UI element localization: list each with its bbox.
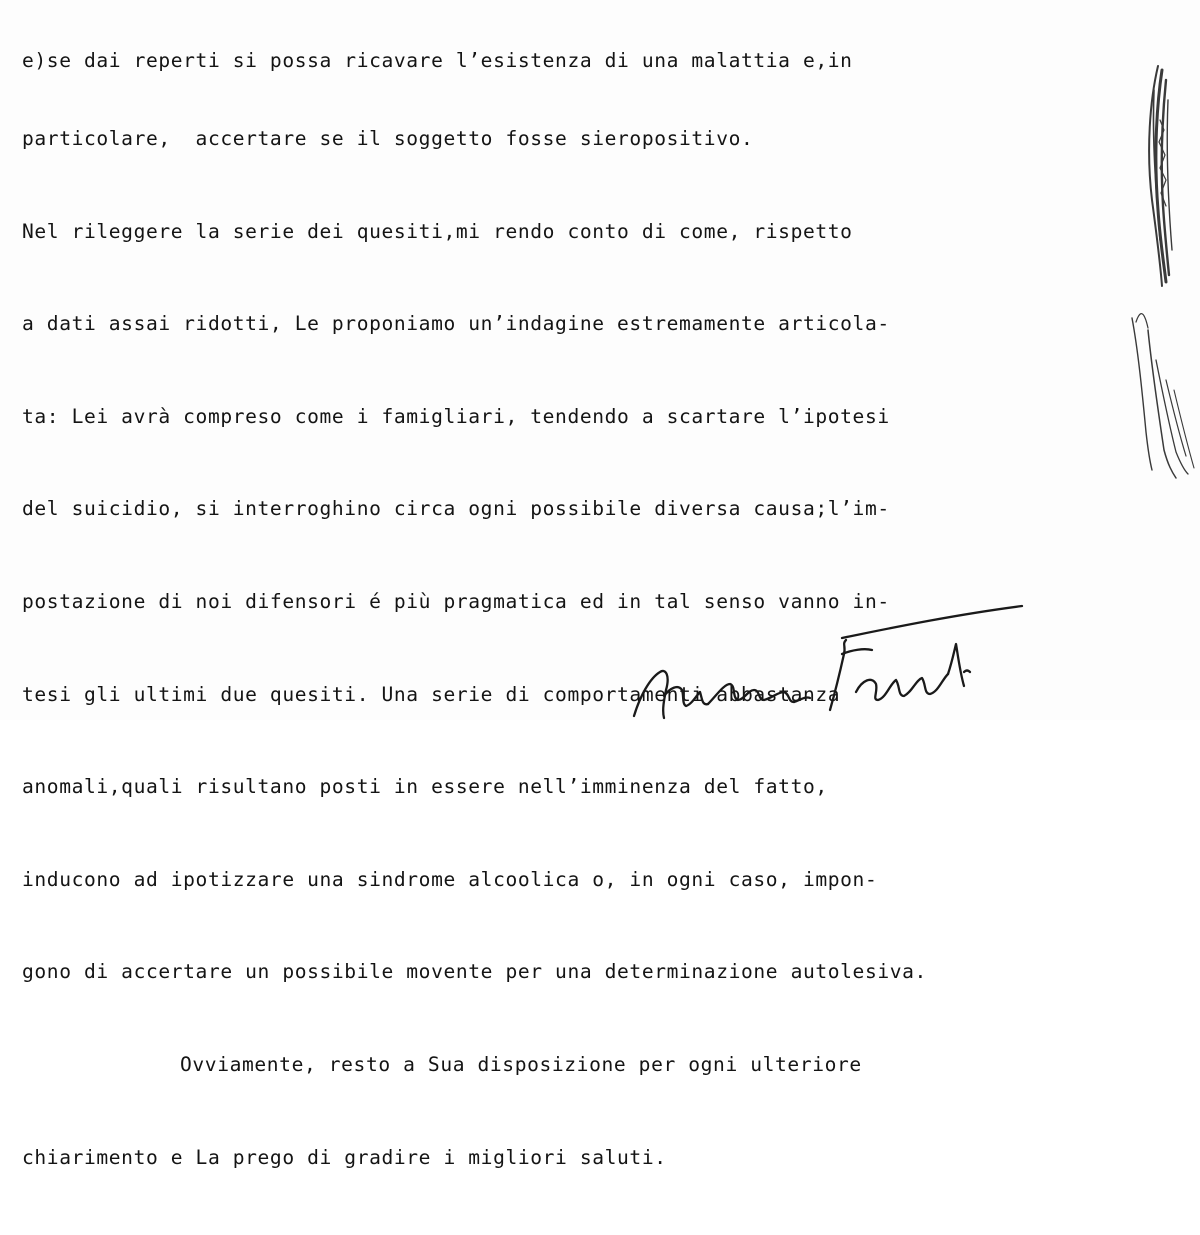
- letter-line: del suicidio, si interroghino circa ogni possibile diversa causa;l’im-: [22, 497, 890, 521]
- closing-line: Ovviamente, resto a Sua disposizione per ogni ulteriore: [180, 1052, 862, 1076]
- closing-line: chiarimento e La prego di gradire i migliori saluti.: [22, 1145, 667, 1169]
- letter-line: gono di accertare un possibile movente per una determinazione autolesiva.: [22, 960, 927, 984]
- letter-line: Nel rileggere la serie dei quesiti,mi rendo conto di come, rispetto: [22, 219, 853, 243]
- letter-line: ta: Lei avrà compreso come i famigliari, tendendo a scartare l’ipotesi: [22, 404, 890, 428]
- margin-scribble-marks: [1128, 60, 1200, 500]
- letter-line: anomali,quali risultano posti in essere nell’imminenza del fatto,: [22, 775, 828, 799]
- letter-line: inducono ad ipotizzare una sindrome alcoolica o, in ogni caso, impon-: [22, 867, 878, 891]
- letter-line: postazione di noi difensori é più pragmatica ed in tal senso vanno in-: [22, 589, 890, 613]
- letter-line: tesi gli ultimi due quesiti. Una serie di comportamenti abbastanza: [22, 682, 841, 706]
- letter-line: a dati assai ridotti, Le proponiamo un’indagine estremamente articola-: [22, 312, 890, 336]
- letter-line: particolare, accertare se il soggetto fosse sieropositivo.: [22, 127, 754, 150]
- handwritten-signature: [620, 600, 1040, 720]
- letter-line: e)se dai reperti si possa ricavare l’esistenza di una malattia e,in: [22, 49, 853, 72]
